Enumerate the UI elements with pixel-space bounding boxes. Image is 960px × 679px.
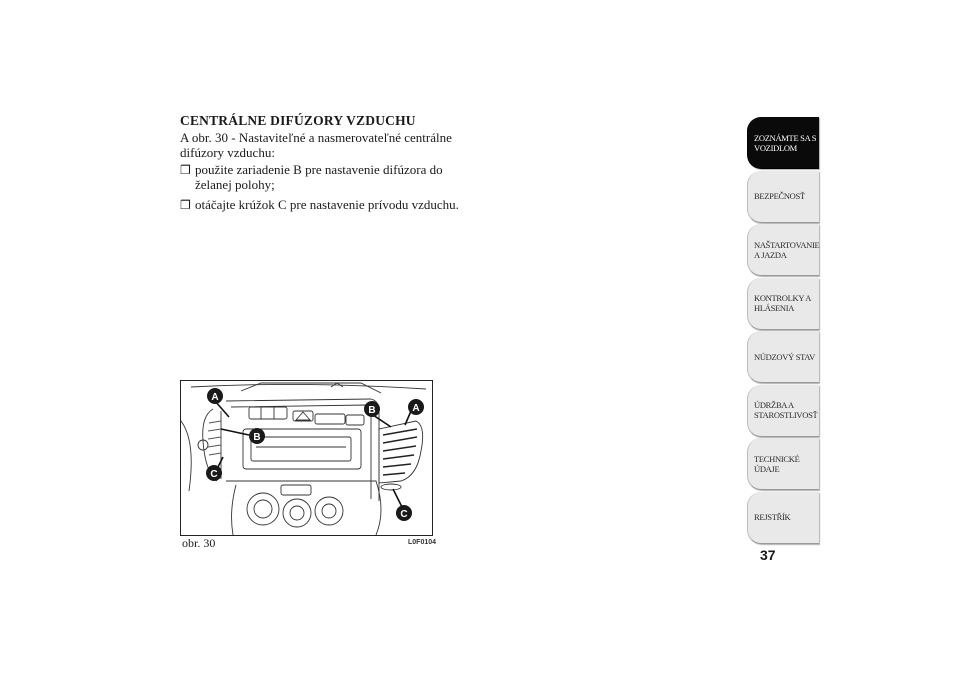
checkbox-bullet-icon: ❒ [180, 198, 191, 212]
tab-nudzovy-stav[interactable] [747, 331, 819, 383]
dashboard-drawing [181, 381, 432, 535]
callout-label: B [253, 432, 261, 443]
figure-caption: obr. 30 [182, 536, 216, 550]
tab-nastartovanie-a-jazda[interactable] [747, 224, 819, 276]
tab-bezpecnost[interactable] [747, 171, 819, 223]
callout-label: B [368, 405, 376, 416]
chapter-tabs [747, 117, 819, 545]
tab-label: ÚDRŽBA A STAROSTLIVOSŤ [754, 400, 818, 420]
tab-label: KONTROLKY A HLÁSENIA [754, 293, 811, 313]
tab-label: TECHNICKÉ ÚDAJE [754, 453, 800, 474]
list-item-text: použite zariadenie B pre nastavenie difúzora do želanej polohy; [195, 162, 443, 192]
tab-udrzba-a-starostlivost[interactable] [747, 385, 819, 437]
section-title: CENTRÁLNE DIFÚZORY VZDUCHU [180, 113, 416, 128]
callout-label: C [210, 469, 218, 480]
tab-zoznamte-sa-s-vozidlom[interactable] [747, 117, 819, 169]
figure-code: L0F0104 [408, 539, 437, 546]
page-number: 37 [760, 547, 776, 563]
instruction-list [180, 162, 470, 217]
list-item-text: otáčajte krúžok C pre nastavenie prívodu vzduchu. [195, 197, 459, 212]
list-item [180, 162, 470, 192]
tab-label: REJSTŘÍK [754, 512, 791, 522]
callout-label: C [400, 509, 408, 520]
tab-label: BEZPEČNOSŤ [754, 191, 805, 201]
tab-label: NÚDZOVÝ STAV [754, 351, 815, 362]
dashboard-illustration [180, 380, 433, 536]
checkbox-bullet-icon: ❒ [180, 163, 191, 177]
tab-label: ZOZNÁMTE SA S VOZIDLOM [754, 132, 817, 153]
tab-rejstrik[interactable] [747, 492, 819, 544]
list-item [180, 197, 470, 212]
callout-label: A [412, 403, 420, 414]
tab-kontrolky-a-hlasenia[interactable] [747, 278, 819, 330]
tab-technicke-udaje[interactable] [747, 438, 819, 490]
callout-label: A [211, 392, 219, 403]
tab-label: NAŠTARTOVANIE A JAZDA [754, 239, 820, 260]
intro-paragraph: A obr. 30 - Nastaviteľné a nasmerovateľné centrálne difúzory vzduchu: [180, 130, 452, 160]
